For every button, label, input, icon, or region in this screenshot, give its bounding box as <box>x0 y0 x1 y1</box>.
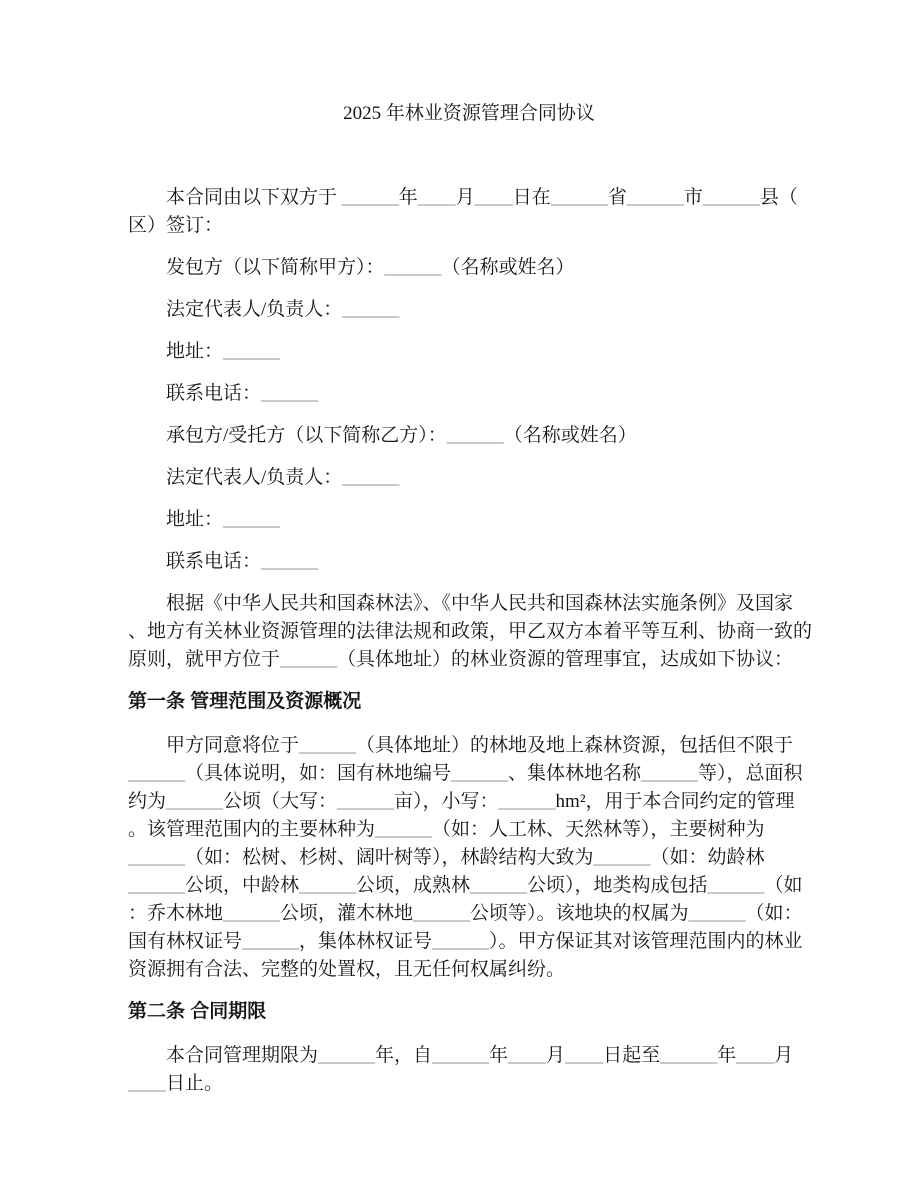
preamble-line: 本合同由以下双方于 ______年____月____日在______省______市______县（ <box>166 187 798 208</box>
blank-field: ____ <box>474 187 513 208</box>
blank-field: ______ <box>384 257 442 278</box>
blank-field: ______ <box>641 763 699 784</box>
article-1-line: 甲方同意将位于______（具体地址）的林地及地上森林资源，包括但不限于 <box>166 735 794 756</box>
blank-field: ______ <box>342 467 400 488</box>
article-2-line: 本合同管理期限为______年，自______年____月____日起至______年____月 <box>166 1045 794 1066</box>
blank-field: ______ <box>432 931 490 952</box>
article-2-heading: 第二条 合同期限 <box>128 1001 267 1022</box>
blank-field: ______ <box>702 187 760 208</box>
party-b-phone-line: 联系电话：______ <box>166 551 319 572</box>
party-b-legal-rep <box>128 464 810 492</box>
blank-field: ______ <box>128 847 185 868</box>
blank-field: ______ <box>626 187 684 208</box>
document-title: 2025 年林业资源管理合同协议 <box>343 103 595 124</box>
blank-field: ______ <box>660 1045 718 1066</box>
recitals-line: 根据《中华人民共和国森林法》、《中华人民共和国森林法实施条例》及国家 <box>166 593 794 614</box>
blank-field: ______ <box>128 763 185 784</box>
recitals-line: 原则，就甲方位于______（具体地址）的林业资源的管理事宜，达成如下协议： <box>128 649 794 670</box>
article-1-line: ：乔木林地______公顷，灌木林地______公顷等）。该地块的权属为______（如： <box>128 903 803 924</box>
article-1-line: 。该管理范围内的主要林种为______（如：人工林、天然林等），主要树种为 <box>128 819 765 840</box>
party-a-legal-rep <box>128 296 810 324</box>
article-2-paragraph <box>128 1042 810 1098</box>
blank-field: ______ <box>337 791 395 812</box>
party-b-address <box>128 506 810 534</box>
blank-field: ______ <box>498 791 556 812</box>
blank-field: ______ <box>261 383 319 404</box>
blank-field: ______ <box>299 735 357 756</box>
blank-field: ______ <box>342 299 400 320</box>
party-a-phone-line: 联系电话：______ <box>166 383 319 404</box>
blank-field: ______ <box>318 1045 376 1066</box>
party-a-address <box>128 338 810 366</box>
article-2-line: ____日止。 <box>128 1073 224 1094</box>
party-a-phone <box>128 380 810 408</box>
blank-field: ____ <box>508 1045 547 1066</box>
party-a-name <box>128 254 810 282</box>
blank-field: ______ <box>128 875 185 896</box>
article-1-line: 资源拥有合法、完整的处置权，且无任何权属纠纷。 <box>128 959 566 980</box>
blank-field: ______ <box>242 931 300 952</box>
article-1-paragraph <box>128 732 810 984</box>
party-b-name <box>128 422 810 450</box>
party-a-legal-rep-line: 法定代表人/负责人：______ <box>166 299 400 320</box>
preamble-paragraph <box>128 184 810 240</box>
blank-field: ______ <box>446 425 504 446</box>
blank-field: ______ <box>280 649 338 670</box>
article-1-line: ______（如：松树、杉树、阔叶树等），林龄结构大致为______（如：幼龄林 <box>128 847 765 868</box>
blank-field: ____ <box>565 1045 604 1066</box>
party-b-phone <box>128 548 810 576</box>
blank-field: ______ <box>261 551 319 572</box>
blank-field: ______ <box>432 1045 490 1066</box>
recitals-line: 、地方有关林业资源管理的法律法规和政策，甲乙双方本着平等互利、协商一致的 <box>128 621 813 642</box>
blank-field: ______ <box>223 509 281 530</box>
preamble-line: 区）签订： <box>128 215 224 236</box>
party-b-legal-rep-line: 法定代表人/负责人：______ <box>166 467 400 488</box>
blank-field: ______ <box>375 819 433 840</box>
party-b-name-line: 承包方/受托方（以下简称乙方）：______（名称或姓名） <box>166 425 637 446</box>
blank-field: ______ <box>166 791 224 812</box>
blank-field: ______ <box>707 875 765 896</box>
party-a-name-line: 发包方（以下简称甲方）：______（名称或姓名） <box>166 257 575 278</box>
blank-field: ______ <box>470 875 528 896</box>
party-a-address-line: 地址：______ <box>166 341 281 362</box>
article-1-heading: 第一条 管理范围及资源概况 <box>128 691 362 712</box>
article-1-line: ______公顷，中龄林______公顷，成熟林______公顷），地类构成包括______（如 <box>128 875 803 896</box>
blank-field: ______ <box>451 763 509 784</box>
recitals-paragraph <box>128 590 813 674</box>
article-1-line: 约为______公顷（大写：______亩），小写：______hm²，用于本合同约定的管理 <box>128 791 795 812</box>
blank-field: ______ <box>223 341 281 362</box>
blank-field: ______ <box>688 903 746 924</box>
blank-field: ______ <box>593 847 651 868</box>
blank-field: ____ <box>128 1073 166 1094</box>
blank-field: ____ <box>736 1045 775 1066</box>
article-1-line: ______（具体说明，如：国有林地编号______、集体林地名称______等），总面积 <box>128 763 803 784</box>
blank-field: ____ <box>417 187 456 208</box>
party-b-address-line: 地址：______ <box>166 509 281 530</box>
blank-field: ______ <box>299 875 357 896</box>
blank-field: ______ <box>413 903 471 924</box>
blank-field: ______ <box>341 187 399 208</box>
blank-field: ______ <box>223 903 281 924</box>
article-1-line: 国有林权证号______，集体林权证号______）。甲方保证其对该管理范围内的林业 <box>128 931 803 952</box>
blank-field: ______ <box>550 187 608 208</box>
